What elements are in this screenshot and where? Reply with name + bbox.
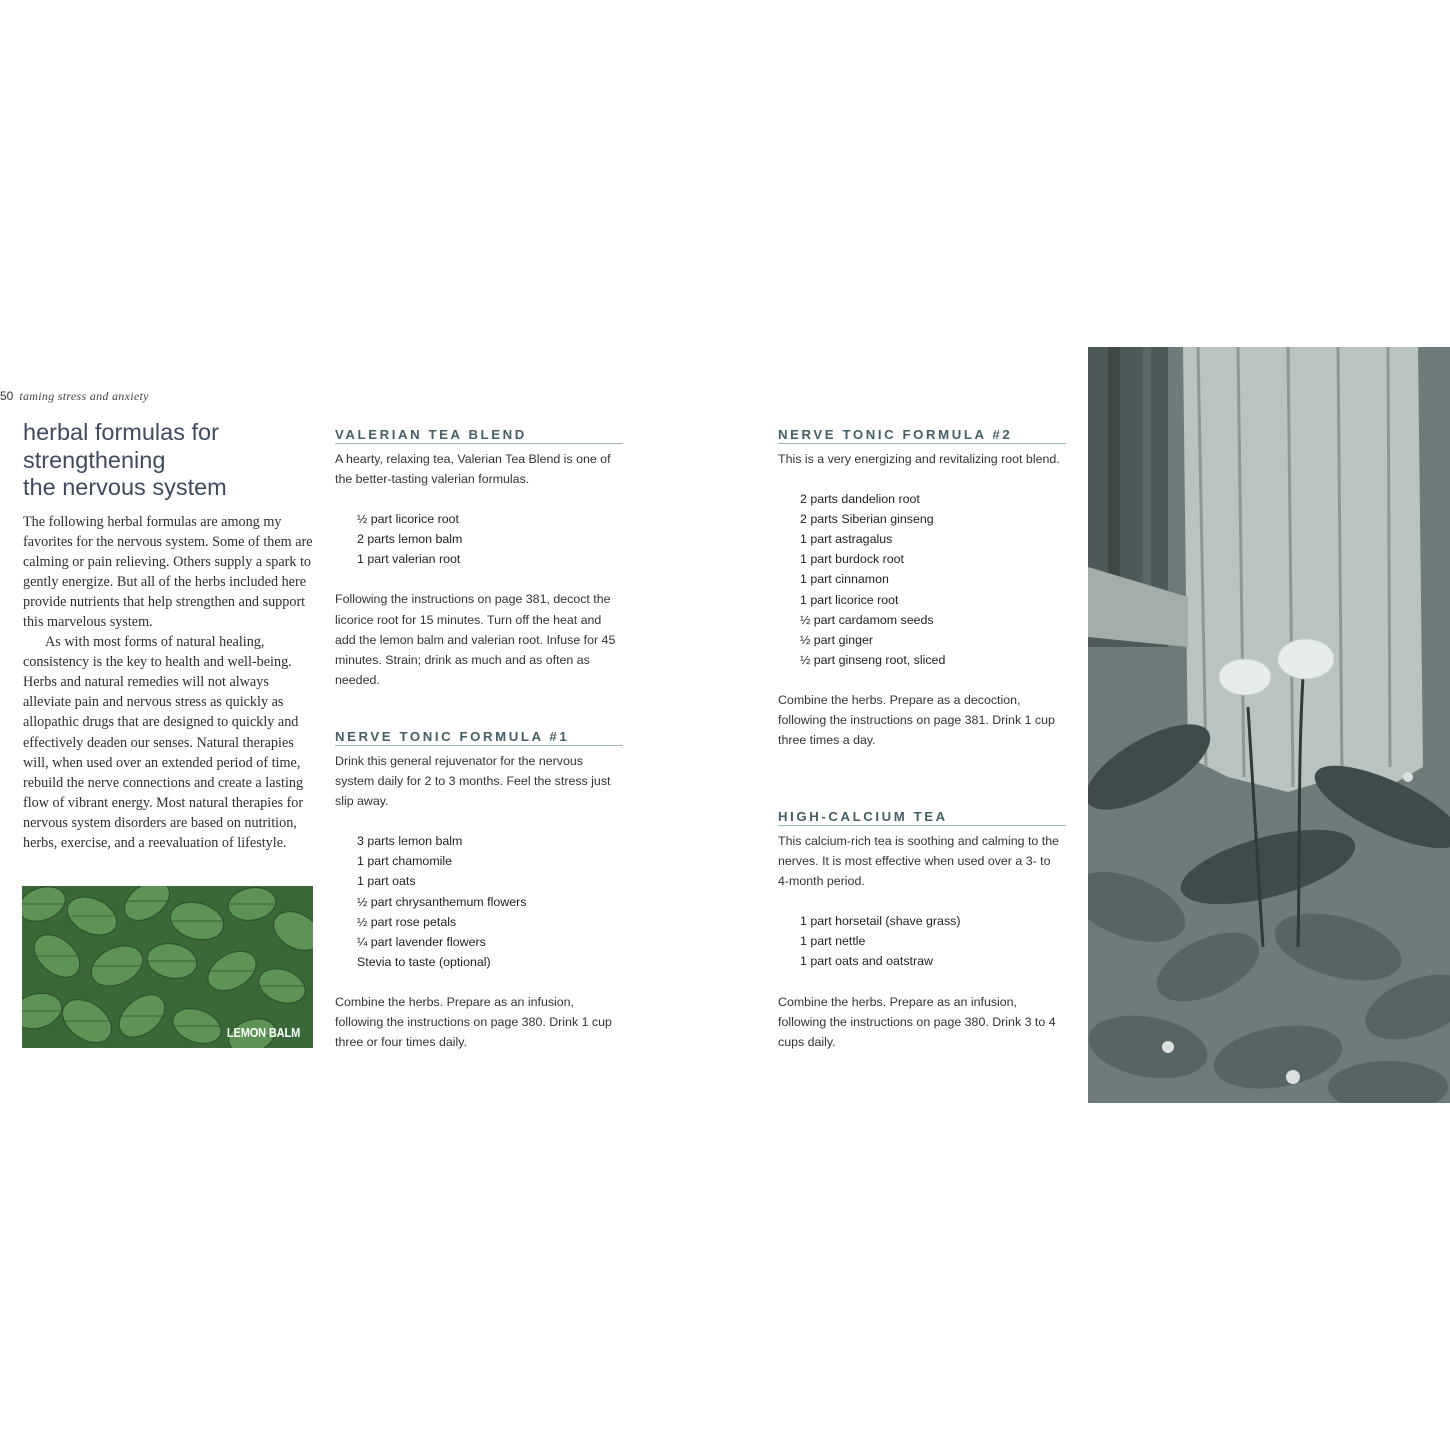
ingredient: ½ part licorice root [357, 512, 459, 527]
ingredient: 1 part oats [357, 874, 416, 889]
ingredient: 1 part chamomile [357, 854, 453, 869]
ingredient: 2 parts lemon balm [357, 532, 463, 547]
page-number: 50 [0, 389, 14, 403]
recipe-high-calcium-tea [778, 809, 1066, 1052]
ingredient: ½ part chrysanthemum flowers [357, 894, 527, 909]
recipe-title: NERVE TONIC FORMULA #1 [335, 729, 623, 746]
dandelion-fence-image [1088, 347, 1450, 1103]
running-head [0, 389, 149, 404]
ingredient: ½ part ginger [800, 632, 874, 647]
photo-caption: LEMON BALM [226, 1025, 300, 1040]
ingredient: 1 part nettle [800, 934, 866, 949]
intro-column [23, 419, 313, 853]
ingredient: 1 part valerian root [357, 552, 461, 567]
intro-text [23, 512, 313, 854]
ingredient: 1 part licorice root [800, 592, 899, 607]
dandelion-photo [1088, 347, 1450, 1103]
recipe-valerian-tea-blend [335, 427, 623, 690]
section-title: taming stress and anxiety [19, 389, 149, 403]
leaf-pattern-image [22, 886, 313, 1048]
intro-paragraph: As with most forms of natural healing, consistency is the key to health and well-being. Herbs and natural remedies will not always alleviate pain and nervous stress as quickly as allopathic drugs that are designed to quickly and effectively deaden our senses. Natural therapies will, when used over an extended period of time, rebuild the nerve connections and create a lasting flow of vibrant energy. Most natural therapies for nervous system disorders are based on nutrition, herbs, exercise, and a reevaluation of lifestyle. [23, 634, 304, 851]
recipe-instructions: Combine the herbs. Prepare as an infusion, following the instructions on page 380. Drink 1 cup three or four times daily. [335, 994, 612, 1050]
ingredient: 1 part horsetail (shave grass) [800, 914, 961, 929]
title-line: herbal formulas for [23, 419, 219, 445]
title-line: the nervous system [23, 474, 227, 500]
recipe-instructions: Combine the herbs. Prepare as an infusion, following the instructions on page 380. Drink 3 to 4 cups daily. [778, 994, 1056, 1049]
ingredient-list [800, 489, 1066, 670]
ingredient: 2 parts Siberian ginseng [800, 512, 934, 527]
recipe-description: Drink this general rejuvenator for the nervous system daily for 2 to 3 months. Feel the stress just slip away. [335, 754, 611, 809]
ingredient: ¼ part lavender flowers [357, 934, 486, 949]
recipe-instructions: Following the instructions on page 381, decoct the licorice root for 15 minutes. Turn off the heat and add the lemon balm and valerian root. Infuse for 45 minutes. Strain; drink as much and as often as needed. [335, 592, 616, 687]
ingredient: 2 parts dandelion root [800, 492, 920, 507]
page-title [23, 419, 313, 502]
ingredient-list [357, 509, 623, 569]
recipe-description: This calcium-rich tea is soothing and calming to the nerves. It is most effective when used over a 3- to 4-month period. [778, 834, 1059, 889]
recipe-description: This is a very energizing and revitalizing root blend. [778, 452, 1060, 466]
title-line: strengthening [23, 446, 166, 473]
recipe-title: VALERIAN TEA BLEND [335, 427, 623, 444]
recipe-title: NERVE TONIC FORMULA #2 [778, 427, 1066, 444]
ingredient-list [800, 911, 1066, 971]
ingredient: 3 parts lemon balm [357, 834, 463, 849]
recipe-instructions: Combine the herbs. Prepare as a decoction, following the instructions on page 381. Drink 1 cup three times a day. [778, 692, 1055, 748]
recipe-nerve-tonic-1 [335, 729, 623, 1052]
recipe-description: A hearty, relaxing tea, Valerian Tea Blend is one of the better-tasting valerian formulas. [335, 452, 611, 487]
ingredient: ½ part ginseng root, sliced [800, 652, 946, 667]
ingredient: 1 part cinnamon [800, 572, 889, 587]
recipe-nerve-tonic-2 [778, 427, 1066, 750]
ingredient: ½ part rose petals [357, 914, 457, 929]
book-spread [0, 347, 1450, 1103]
ingredient: ½ part cardamom seeds [800, 612, 934, 627]
lemon-balm-photo [22, 886, 313, 1048]
ingredient: 1 part oats and oatstraw [800, 954, 933, 969]
intro-paragraph: The following herbal formulas are among my favorites for the nervous system. Some of them are calming or pain relieving. Others supply a spark to gently energize. But all of the herbs included here provide nutrients that help strengthen and support this marvelous system. [23, 513, 313, 630]
ingredient: Stevia to taste (optional) [357, 954, 491, 969]
ingredient: 1 part burdock root [800, 552, 905, 567]
ingredient-list [357, 831, 623, 972]
recipe-title: HIGH-CALCIUM TEA [778, 809, 1066, 826]
ingredient: 1 part astragalus [800, 532, 893, 547]
